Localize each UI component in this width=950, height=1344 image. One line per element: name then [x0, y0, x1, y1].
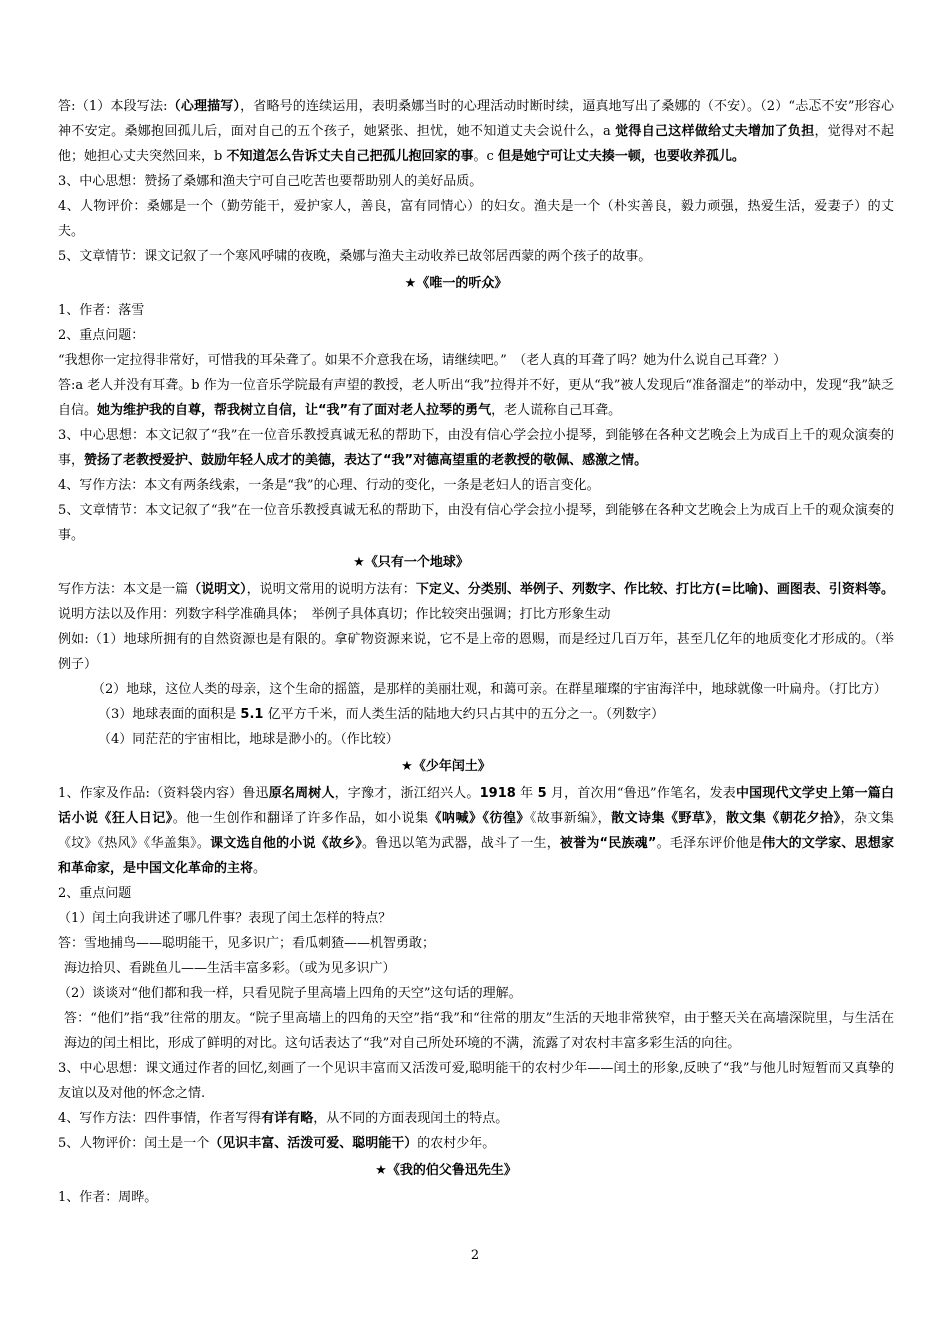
earth-example-1: 例如:（1）地球所拥有的自然资源也是有限的。拿矿物资源来说，它不是上帝的恩赐，而是经过几百万年，甚至几亿年的地质变化才形成的。（举例子）	[58, 632, 894, 672]
section-title-earth: ★《只有一个地球》	[353, 555, 469, 570]
runtu-answer-1a: 答：雪地捕鸟——聪明能干，见多识广；看瓜刺猹——机智勇敢；	[58, 936, 436, 951]
listener-method: 4、写作方法：本文有两条线索，一条是“我”的心理、行动的变化，一条是老妇人的语言变化。	[58, 478, 600, 493]
document-body	[58, 94, 894, 1210]
runtu-question-1: （1）闰土向我讲述了哪几件事？表现了闰土怎样的特点？	[58, 911, 392, 926]
earth-method: 写作方法：本文是一篇（说明文），说明文常用的说明方法有：下定义、分类别、举例子、列数字、作比较、打比方(=比喻)、画图表、引资料等。说明方法以及作用：列数字科学准确具体； 举例子具体真切；作比较突出强调；打比方形象生动	[58, 582, 894, 622]
uncle-author: 1、作者：周晔。	[58, 1190, 158, 1205]
listener-quote: “我想你一定拉得非常好，可惜我的耳朵聋了。如果不介意我在场，请继续吧。” （老人真的耳聋了吗？她为什么说自己耳聋？）	[58, 353, 787, 368]
runtu-key-question: 2、重点问题	[58, 886, 132, 901]
runtu-answer-2: 答：“他们”指“我”往常的朋友。“院子里高墙上的四角的天空”指“我”和“往常的朋友”生活的天地非常狭窄，由于整天关在高墙深院里，与生活在海边的闰土相比，形成了鲜明的对比。这句话表达了“我”对自己所处环境的不满，流露了对农村丰富多彩生活的向往。	[64, 1011, 894, 1051]
runtu-answer-1b: 海边拾贝、看跳鱼儿——生活丰富多彩。（或为见多识广）	[64, 961, 396, 976]
sangna-evaluation: 4、人物评价：桑娜是一个（勤劳能干，爱护家人，善良，富有同情心）的妇女。渔夫是一个（朴实善良，毅力顽强，热爱生活，爱妻子）的丈夫。	[58, 199, 894, 239]
listener-plot: 5、文章情节：本文记叙了“我”在一位音乐教授真诚无私的帮助下，由没有信心学会拉小提琴，到能够在各种文艺晚会上为成百上千的观众演奏的事。	[58, 503, 894, 543]
sangna-theme: 3、中心思想：赞扬了桑娜和渔夫宁可自己吃苦也要帮助别人的美好品质。	[58, 174, 483, 189]
listener-theme: 3、中心思想：本文记叙了“我”在一位音乐教授真诚无私的帮助下，由没有信心学会拉小提琴，到能够在各种文艺晚会上为成百上千的观众演奏的事，赞扬了老教授爱护、鼓励年轻人成才的美德，表达了“我”对德高望重的老教授的敬佩、感激之情。	[58, 428, 894, 468]
runtu-method: 4、写作方法：四件事情，作者写得有详有略，从不同的方面表现闰土的特点。	[58, 1111, 509, 1126]
listener-author: 1、作者：落雪	[58, 303, 145, 318]
section-title-runtu: ★《少年闰土》	[401, 759, 491, 774]
section-title-uncle: ★《我的伯父鲁迅先生》	[375, 1163, 517, 1178]
section-title-listener: ★《唯一的听众》	[404, 276, 508, 291]
sangna-plot: 5、文章情节：课文记叙了一个寒风呼啸的夜晚，桑娜与渔夫主动收养已故邻居西蒙的两个孩子的故事。	[58, 249, 652, 264]
earth-example-3: （3）地球表面的面积是 5.1 亿平方千米，而人类生活的陆地大约只占其中的五分之一。（列数字）	[98, 707, 665, 722]
runtu-question-2: （2）谈谈对“他们都和我一样，只看见院子里高墙上四角的天空”这句话的理解。	[58, 986, 522, 1001]
earth-example-2: （2）地球，这位人类的母亲，这个生命的摇篮，是那样的美丽壮观，和蔼可亲。在群星璀璨的宇宙海洋中，地球就像一叶扁舟。（打比方）	[92, 682, 887, 697]
runtu-evaluation: 5、人物评价：闰土是一个（见识丰富、活泼可爱、聪明能干）的农村少年。	[58, 1136, 496, 1151]
runtu-author: 1、作家及作品:（资料袋内容）鲁迅原名周树人，字豫才，浙江绍兴人。1918 年 5 月，首次用“鲁迅”作笔名，发表中国现代文学史上第一篇白话小说《狂人日记》。他一生创作和翻译了许多作品，如小说集《呐喊》《彷徨》《故事新编》，散文诗集《野草》，散文集《朝花夕拾》，杂文集《坟》《热风》《华盖集》。课文选自他的小说《故乡》。鲁迅以笔为武器，战斗了一生，被誉为“民族魂”。毛泽东评价他是伟大的文学家、思想家和革命家，是中国文化革命的主将。	[58, 786, 894, 876]
runtu-theme: 3、中心思想：课文通过作者的回忆,刻画了一个见识丰富而又活泼可爱,聪明能干的农村少年——闰土的形象,反映了“我”与他儿时短暂而又真挚的友谊以及对他的怀念之情.	[58, 1061, 894, 1101]
sangna-answer: 答:（1）本段写法:（心理描写），省略号的连续运用，表明桑娜当时的心理活动时断时续，逼真地写出了桑娜的（不安）。（2）“忐忑不安”形容心神不安定。桑娜抱回孤儿后，面对自己的五个孩子，她紧张、担忧，她不知道丈夫会说什么，a 觉得自己这样做给丈夫增加了负担，觉得对不起他；她担心丈夫突然回来，b 不知道怎么告诉丈夫自己把孤儿抱回家的事。c 但是她宁可让丈夫揍一顿，也要收养孤儿。	[58, 99, 894, 164]
page-number: 2	[470, 1248, 480, 1263]
listener-answer: 答:a 老人并没有耳聋。b 作为一位音乐学院最有声望的教授，老人听出“我”拉得并不好，更从“我”被人发现后“准备溜走”的举动中，发现“我”缺乏自信。她为维护我的自尊，帮我树立自信，让“我”有了面对老人拉琴的勇气，老人谎称自己耳聋。	[58, 378, 894, 418]
listener-key-question: 2、重点问题：	[58, 328, 145, 343]
earth-example-4: （4）同茫茫的宇宙相比，地球是渺小的。（作比较）	[98, 732, 399, 747]
